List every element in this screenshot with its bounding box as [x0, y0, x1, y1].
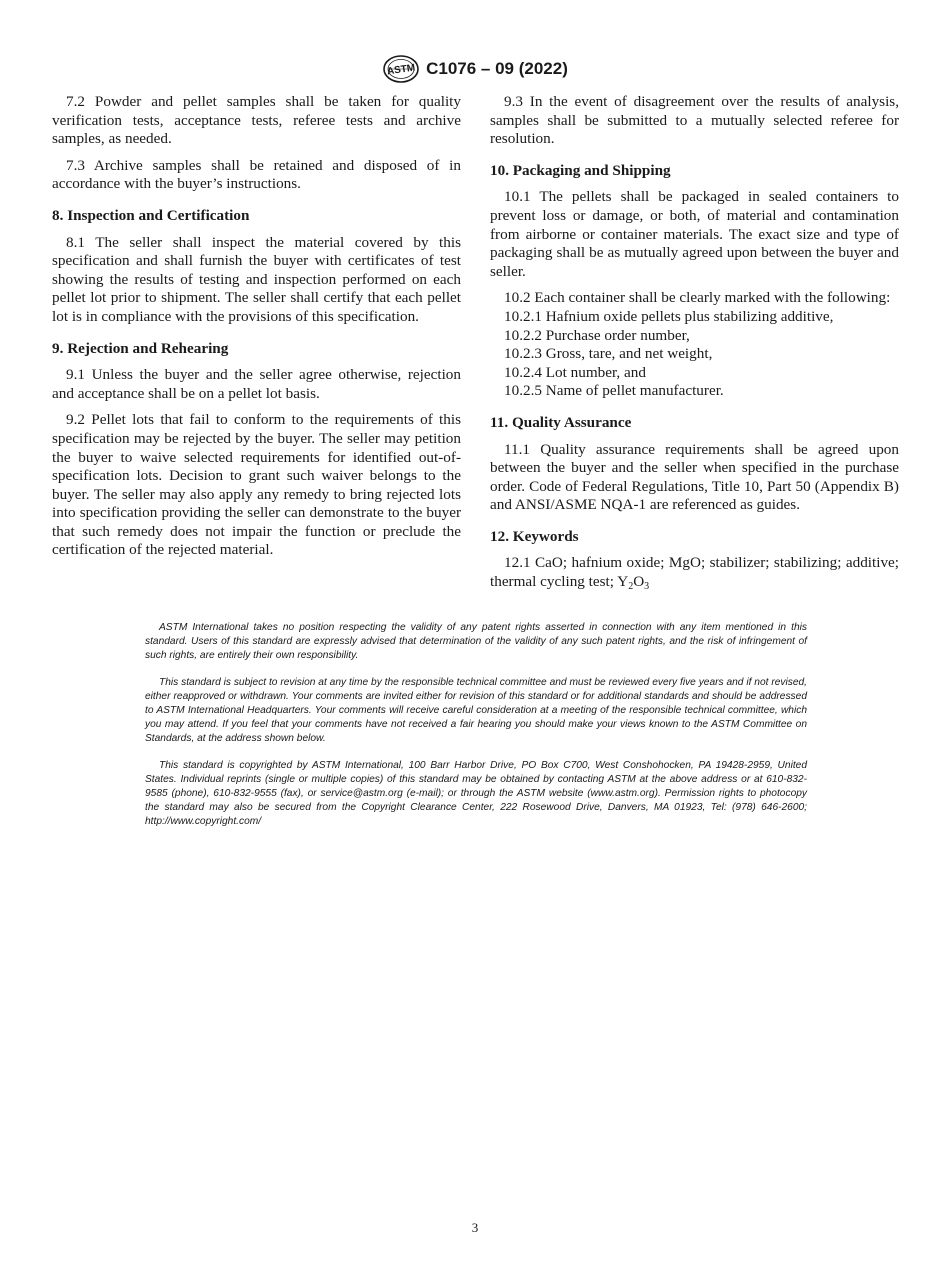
left-column [52, 93, 461, 568]
section-heading-9: 9. Rejection and Rehearing [52, 339, 229, 357]
section-heading-12: 12. Keywords [490, 527, 579, 545]
formula-y: Y [617, 573, 629, 591]
paragraph-10-2: 10.2 Each container shall be clearly marked with the following: [504, 289, 891, 307]
list-item: 10.2.3 Gross, tare, and net weight, [504, 345, 713, 363]
list-item: 10.2.4 Lot number, and [504, 363, 646, 381]
section-heading-8: 8. Inspection and Certification [52, 206, 250, 224]
list-item: 10.2.5 Name of pellet manufacturer. [504, 382, 724, 400]
paragraph-9-2: 9.2 Pellet lots that fail to conform to the requirements of this specification may be rejected by the buyer. The seller may petition the buyer to waive selected requirements for identified out-of-specification lots. Decision to grant such waiver belongs to the buyer. The seller may also apply any remedy to bring rejected lots into specification providing the seller can demonstrate to the buyer that such remedy does not impair the function or preclude the certification of the rejected material. [52, 411, 461, 559]
keywords-text: 12.1 CaO; hafnium oxide; MgO; stabilizer; stabilizing; additive; thermal cycling test; [490, 554, 899, 591]
footer-notices [145, 621, 807, 842]
revision-notice: This standard is subject to revision at any time by the responsible technical committee and must be reviewed every five years and if not revised, either reapproved or withdrawn. Your comments are invited either for revision of this standard or for additional standards and should be addressed to ASTM International Headquarters. Your comments will receive careful consideration at a meeting of the responsible technical committee, which you may attend. If you feel that your comments have not received a fair hearing you should make your views known to the ASTM Committee on Standards, at the address shown below. [145, 677, 807, 744]
astm-logo [382, 54, 420, 84]
formula-o: O [633, 573, 645, 591]
list-item: 10.2.1 Hafnium oxide pellets plus stabilizing additive, [504, 307, 834, 325]
section-heading-11: 11. Quality Assurance [490, 413, 632, 431]
paragraph-11-1: 11.1 Quality assurance requirements shall be agreed upon between the buyer and the seller when specified in the purchase order. Code of Federal Regulations, Title 10, Part 50 (Appendix B) and ANSI/ASME NQA-1 are referenced as guides. [490, 440, 899, 514]
y2o3-formula [617, 573, 650, 593]
formula-subscript-2: 2 [628, 581, 634, 593]
document-designation: C1076 – 09 (2022) [426, 59, 568, 78]
paragraph-9-3: 9.3 In the event of disagreement over the results of analysis, samples shall be submitted to a mutually selected referee for resolution. [490, 93, 899, 148]
page-number: 3 [471, 1220, 479, 1235]
paragraph-12-1 [490, 554, 899, 591]
formula-subscript-3: 3 [644, 581, 650, 593]
patent-notice: ASTM International takes no position respecting the validity of any patent rights asserted in connection with any item mentioned in this standard. Users of this standard are expressly advised that determination of the validity of any such patent rights, and the risk of infringement of such rights, are entirely their own responsibility. [145, 622, 807, 661]
right-column [490, 93, 899, 600]
paragraph-9-1: 9.1 Unless the buyer and the seller agree otherwise, rejection and acceptance shall be on a pellet lot basis. [52, 366, 461, 402]
copyright-notice: This standard is copyrighted by ASTM International, 100 Barr Harbor Drive, PO Box C700, West Conshohocken, PA 19428-2959, United States. Individual reprints (single or multiple copies) of this standard may be obtained by contacting ASTM at the above address or at 610-832-9585 (phone), 610-832-9555 (fax), or service@astm.org (e-mail); or through the ASTM website (www.astm.org). Permission rights to photocopy the standard may also be secured from the Copyright Clearance Center, 222 Rosewood Drive, Danvers, MA 01923, Tel: (978) 646-2600; http://www.copyright.com/ [145, 760, 807, 827]
list-item: 10.2.2 Purchase order number, [504, 326, 690, 344]
logo-text: ASTM [386, 62, 417, 78]
paragraph-8-1: 8.1 The seller shall inspect the material covered by this specification and shall furnish the buyer with certificates of test showing the results of testing and inspection performed on each pellet lot prior to shipment. The seller shall certify that each pellet lot is in compliance with the provisions of this specification. [52, 233, 461, 325]
paragraph-10-1: 10.1 The pellets shall be packaged in sealed containers to prevent loss or damage, or both, of material and contamination from airborne or container materials. The exact size and type of packaging shall be as mutually agreed upon between the buyer and seller. [490, 188, 899, 280]
section-heading-10: 10. Packaging and Shipping [490, 161, 671, 179]
page-header [0, 52, 950, 86]
paragraph-7-3: 7.3 Archive samples shall be retained and disposed of in accordance with the buyer’s instructions. [52, 156, 461, 193]
paragraph-7-2: 7.2 Powder and pellet samples shall be taken for quality verification tests, acceptance tests, referee tests and archive samples, as needed. [52, 93, 461, 148]
